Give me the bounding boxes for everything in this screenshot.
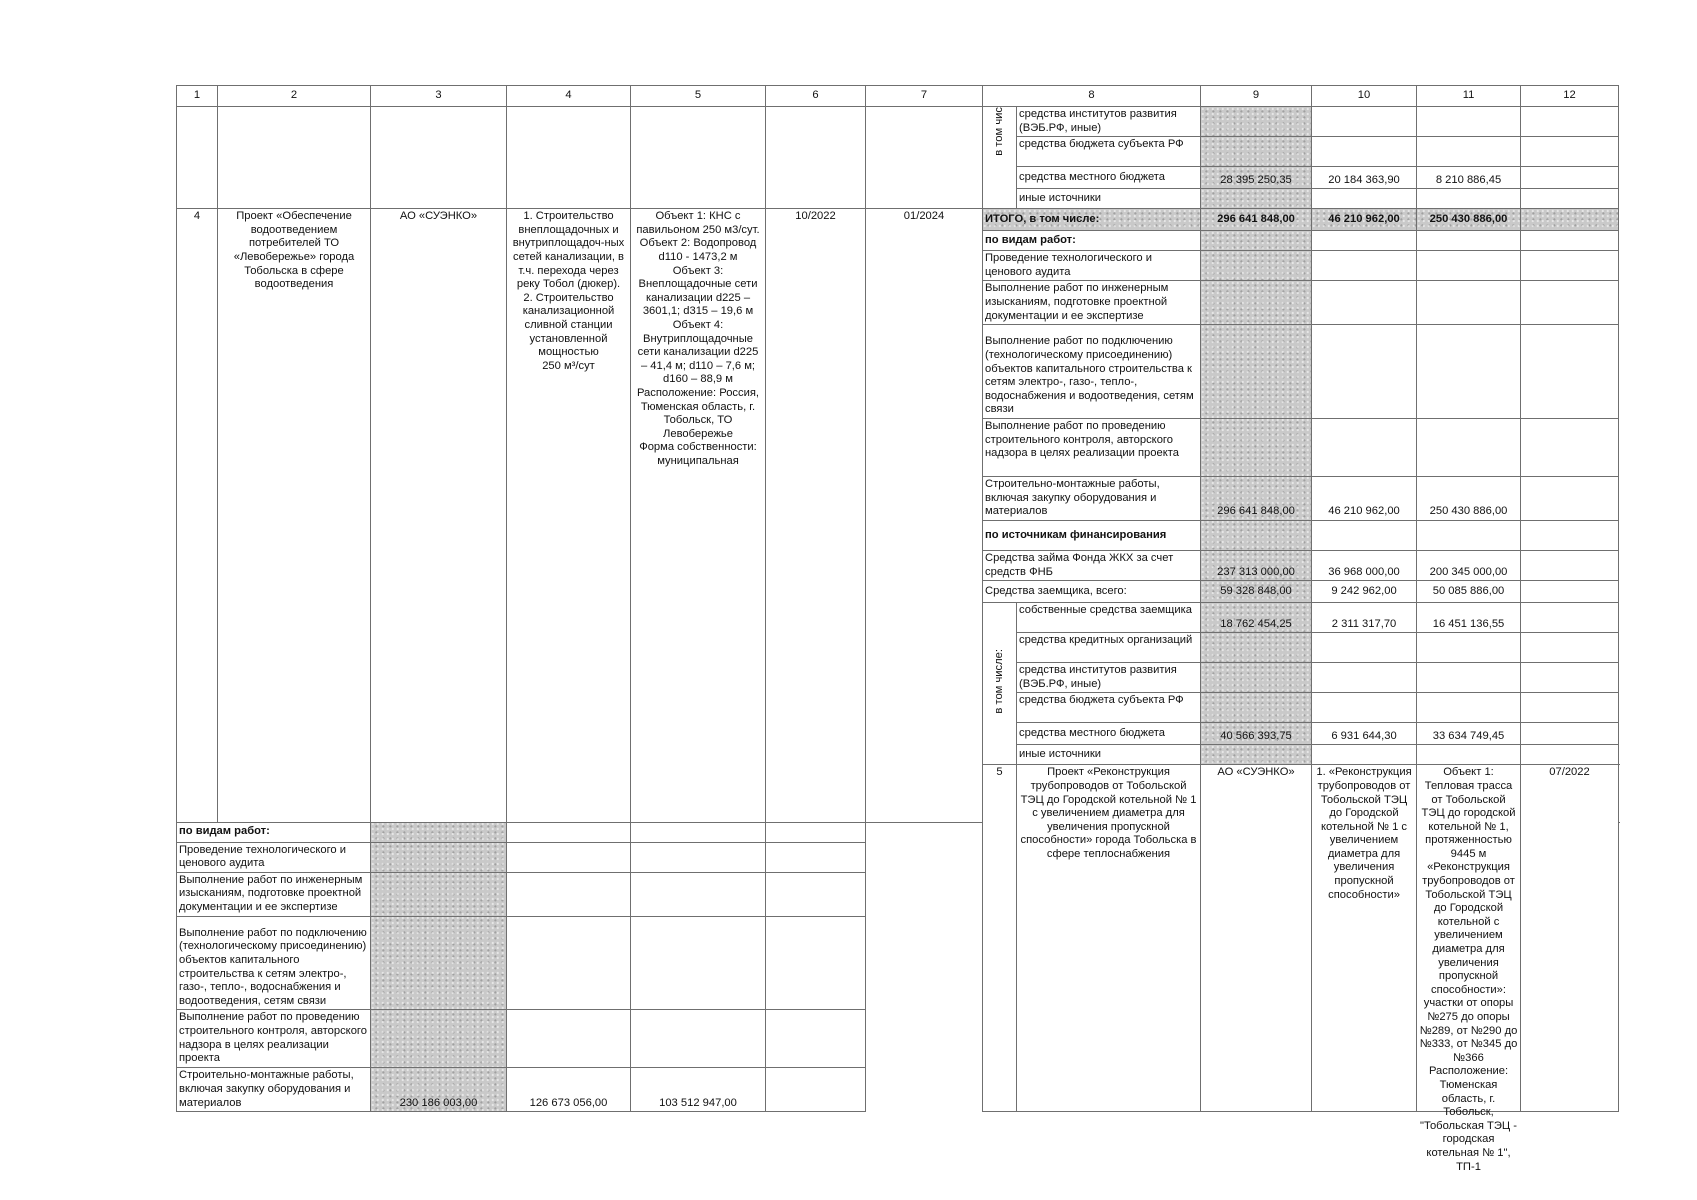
shaded-cell [1201,107,1312,137]
shaded-cell [1201,137,1312,167]
value-cell: 200 345 000,00 [1417,550,1521,580]
row-label: Выполнение работ по проведению строительного контроля, авторского надзора в целях реализации проекта [177,1010,371,1068]
row-label: средства бюджета субъекта РФ [1017,693,1201,723]
row-label: Строительно-монтажные работы, включая закупку оборудования и материалов [983,476,1201,520]
row-label: Выполнение работ по подключению (технологическому присоединению) объектов капитального строительства к сетям электро-, газо-, тепло-, водоснабжения и водоотведения, сетям связи [983,325,1201,419]
shaded-cell [1201,189,1312,209]
project-4-end: 01/2024 [866,209,983,823]
row-label: Выполнение работ по проведению строительного контроля, авторского надзора в целях реализации проекта [983,418,1201,476]
row-label: Средства займа Фонда ЖКХ за счет средств ФНБ [983,550,1201,580]
row-label: Выполнение работ по подключению (технологическому присоединению) объектов капитального строительства к сетям электро-, газо-, тепло-, водоснабжения и водоотведения, сетям связи [177,916,371,1010]
col-header-4: 4 [507,86,631,107]
project-4-total-row [177,209,1619,231]
col-header-8: 8 [983,86,1201,107]
value-cell: 16 451 136,55 [1417,603,1521,633]
col-header-12: 12 [1521,86,1619,107]
prev-cell-1 [177,107,218,209]
row-label: средства институтов развития (ВЭБ.РФ, иные) [1017,663,1201,693]
row-label: иные источники [1017,189,1201,209]
value-cell: 250 430 886,00 [1417,476,1521,520]
project-4-number: 4 [177,209,218,823]
col-header-11: 11 [1417,86,1521,107]
col-header-6: 6 [766,86,866,107]
value-cell: 9 242 962,00 [1312,581,1417,603]
col-header-9: 9 [1201,86,1312,107]
project-4-v-tom-chisle: в том числе: [983,603,1017,765]
project-5-start: 07/2022 [1521,765,1619,1112]
value-cell: 2 311 317,70 [1312,603,1417,633]
project-4-organization: АО «СУЭНКО» [371,209,507,823]
col-header-3: 3 [371,86,507,107]
project-5-works: 1. «Реконструкция трубопроводов от Тобольской ТЭЦ до Городской котельной № 1 с увеличением диаметра для увеличения пропускной способности» [1312,765,1417,1112]
row-label: собственные средства заемщика [1017,603,1201,633]
row-label: Средства заемщика, всего: [983,581,1201,603]
section-label: по видам работ: [983,231,1201,251]
value-cell: 50 085 886,00 [1417,581,1521,603]
prev-cell-3 [371,107,507,209]
project-5-objects: Объект 1: Тепловая трасса от Тобольской ТЭЦ до городской котельной № 1, протяженностью 9445 м «Реконструкция трубопроводов от Тобольской ТЭЦ до Городской котельной с увеличением диаметра для увеличения пропускной способности»: участки от опоры №275 до опоры №289, от №290 до №333, от №345 до №366 Расположение: Тюменская область, г. Тобольск, "Тобольская ТЭЦ - городская котельная № 1", ТП-1 [1419,766,1518,1173]
row-label: Выполнение работ по инженерным изысканиям, подготовке проектной документации и ее экспертизе [177,872,371,916]
value-cell: 103 512 947,00 [631,1068,766,1112]
prev-cell-5 [631,107,766,209]
prev-cell-6 [766,107,866,209]
project-5-name: Проект «Реконструкция трубопроводов от Тобольской ТЭЦ до Городской котельной № 1 с увеличением диаметра для увеличения пропускной способности» города Тобольска в сфере теплоснабжения [1017,765,1201,1112]
value-cell: 20 184 363,90 [1312,167,1417,189]
value-cell: 8 210 886,45 [1417,167,1521,189]
value-cell: 40 566 393,75 [1201,723,1312,745]
row-label: Выполнение работ по инженерным изысканиям, подготовке проектной документации и ее экспертизе [983,281,1201,325]
value-cell: 230 186 003,00 [371,1068,507,1112]
row-label: Проведение технологического и ценового аудита [177,842,371,872]
col-header-10: 10 [1312,86,1417,107]
col-header-5: 5 [631,86,766,107]
section-label: по источникам финансирования [983,520,1201,550]
project-4-objects: Объект 1: КНС с павильоном 250 м3/сут. Объект 2: Водопровод d110 - 1473,2 м Объект 3: Внеплощадочные сети канализации d225 – 3601,1; d315 – 19,6 м Объект 4: Внутриплощадочные сети канализации d225 – 41,4 м; d110 – 7,6 м; d160 – 88,9 м Расположение: Россия, Тюменская область, г. Тобольск, ТО Левобережье Форма собственности: муниципальная [631,209,766,823]
value-cell: 36 968 000,00 [1312,550,1417,580]
value-cell: 296 641 848,00 [1201,476,1312,520]
prev-cell-2 [218,107,371,209]
row-label: иные источники [1017,745,1201,765]
value-cell: 33 634 749,45 [1417,723,1521,745]
prev-cell-7 [866,107,983,209]
value-cell: 296 641 848,00 [1201,209,1312,231]
value-cell: 46 210 962,00 [1312,476,1417,520]
row-label-total: ИТОГО, в том числе: [983,209,1201,231]
col-header-2: 2 [218,86,371,107]
project-4-name: Проект «Обеспечение водоотведением потребителей ТО «Левобережье» города Тобольска в сфере водоотведения [218,209,371,823]
project-5-organization: АО «СУЭНКО» [1201,765,1312,1112]
section-label: по видам работ: [177,822,371,842]
row-label: средства местного бюджета [1017,167,1201,189]
value-cell: 6 931 644,30 [1312,723,1417,745]
value-cell: 59 328 848,00 [1201,581,1312,603]
project-5-objects-cell [1417,765,1521,1173]
prev-cell-4 [507,107,631,209]
project-4-works: 1. Строительство внеплощадочных и внутриплощадоч-ных сетей канализации, в т.ч. перехода через реку Тобол (дюкер). 2. Строительство канализационной сливной станции установленной мощностью 250 м³/сут [507,209,631,823]
value-cell: 126 673 056,00 [507,1068,631,1112]
value-cell: 18 762 454,25 [1201,603,1312,633]
document-page [176,85,1618,1173]
row-label: Строительно-монтажные работы, включая закупку оборудования и материалов [177,1068,371,1112]
project-5-number: 5 [983,765,1017,1112]
row-label: средства местного бюджета [1017,723,1201,745]
col-header-1: 1 [177,86,218,107]
row-label: средства бюджета субъекта РФ [1017,137,1201,167]
row-label: средства кредитных организаций [1017,633,1201,663]
column-number-row [177,86,1619,107]
value-cell: 237 313 000,00 [1201,550,1312,580]
table-row [177,107,1619,137]
investment-projects-table [176,85,1619,1173]
prev-v-tom-chisle: в том чис [983,107,1017,209]
shaded-cell [1521,209,1619,231]
row-label: Проведение технологического и ценового аудита [983,251,1201,281]
project-4-start: 10/2022 [766,209,866,823]
value-cell: 250 430 886,00 [1417,209,1521,231]
row-label: средства институтов развития (ВЭБ.РФ, иные) [1017,107,1201,137]
col-header-7: 7 [866,86,983,107]
value-cell: 28 395 250,35 [1201,167,1312,189]
value-cell: 46 210 962,00 [1312,209,1417,231]
